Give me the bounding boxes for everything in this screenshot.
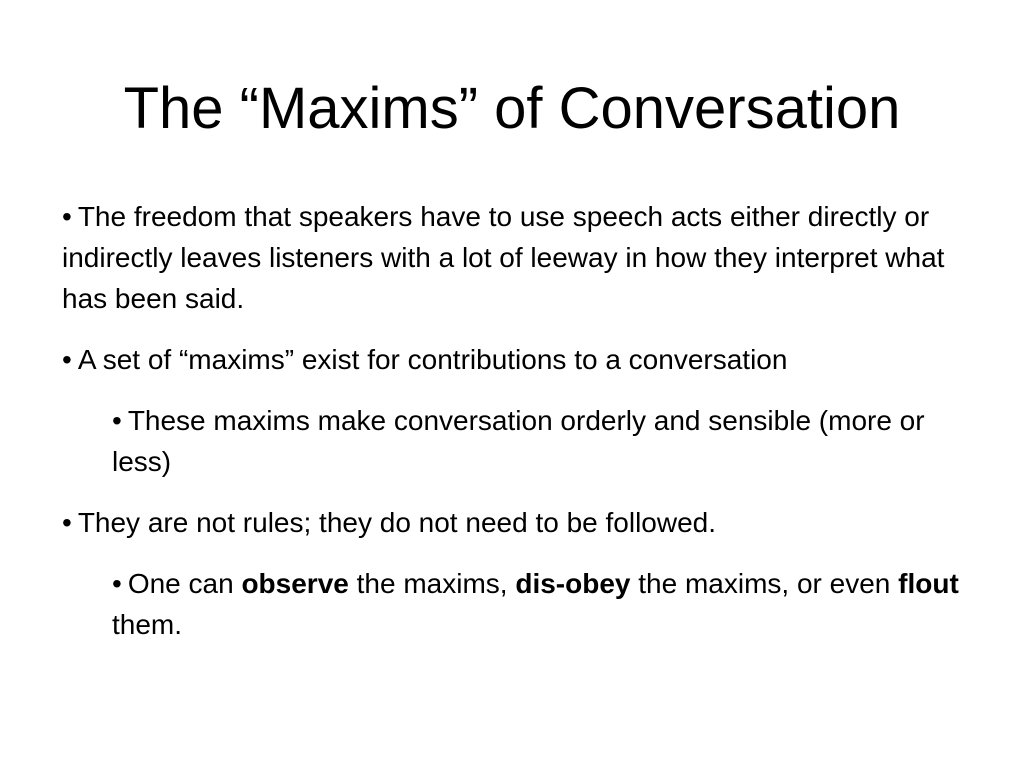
bullet-item xyxy=(62,196,982,319)
bullet-item xyxy=(62,339,982,380)
bullet-marker: • xyxy=(62,507,72,538)
slide-title: The “Maxims” of Conversation xyxy=(123,76,901,141)
sub-bullet-item xyxy=(112,400,982,482)
bullet-marker: • xyxy=(62,344,72,375)
emphasis-dis-obey: dis-obey xyxy=(515,568,631,599)
bullet-text-segment: the maxims, xyxy=(348,568,516,599)
bullet-text: These maxims make conversation orderly and sensible (more or less) xyxy=(112,405,925,477)
bullet-item xyxy=(62,502,982,543)
slide-body xyxy=(62,196,982,665)
bullet-text: A set of “maxims” exist for contributions to a conversation xyxy=(77,344,788,375)
bullet-marker: • xyxy=(112,568,122,599)
bullet-text-segment: One can xyxy=(127,568,242,599)
bullet-marker: • xyxy=(112,405,122,436)
bullet-text-segment: the maxims, or even xyxy=(630,568,899,599)
bullet-text: They are not rules; they do not need to be followed. xyxy=(77,507,717,538)
bullet-text: The freedom that speakers have to use speech acts either directly or indirectly leaves listeners with a lot of leeway in how they interpret what has been said. xyxy=(62,201,945,314)
bullet-marker: • xyxy=(62,201,72,232)
bullet-text-segment: them. xyxy=(112,609,183,640)
sub-bullet-item xyxy=(112,563,982,645)
emphasis-flout: flout xyxy=(898,568,959,599)
emphasis-observe: observe xyxy=(241,568,349,599)
